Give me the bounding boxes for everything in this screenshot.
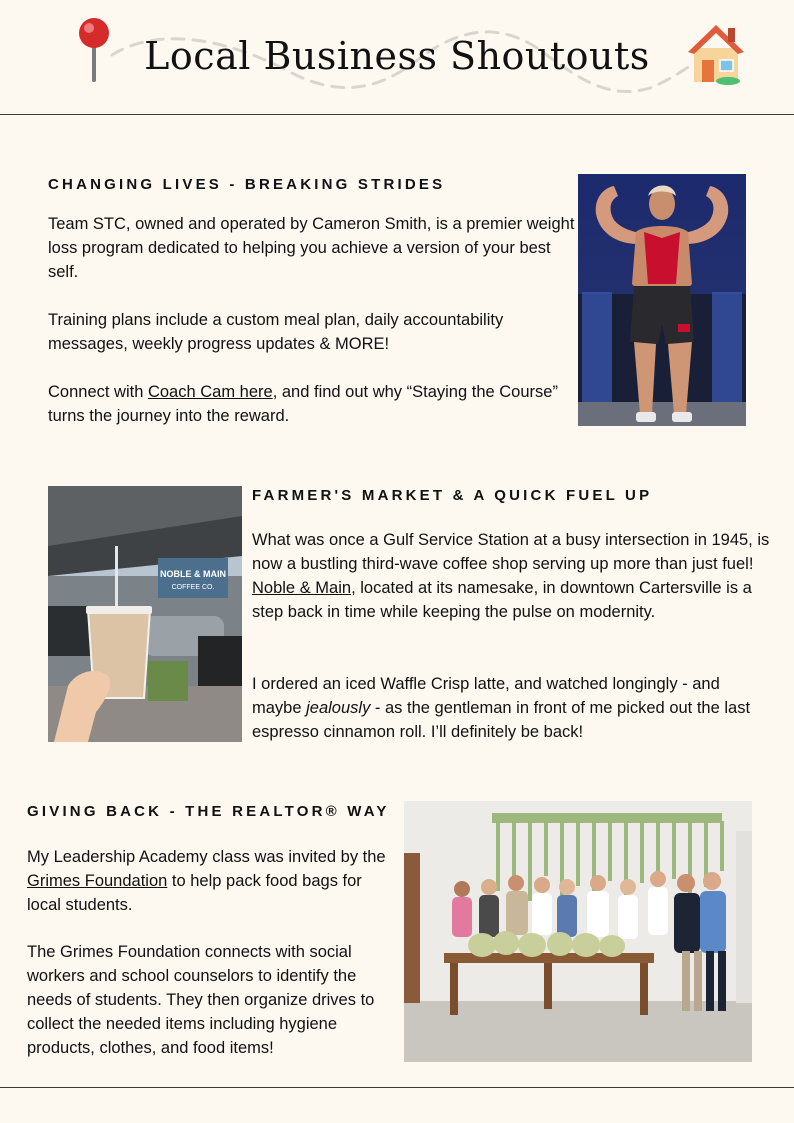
coach-cam-link[interactable]: Coach Cam here xyxy=(147,383,273,401)
grimes-foundation-link[interactable]: Grimes Foundation xyxy=(27,872,168,890)
history-suffix: , located at its namesake, in downtown Cartersville is a step back in time while keeping the pulse on modernity. xyxy=(252,579,752,621)
bodybuilder-back-flex-photo xyxy=(578,174,746,426)
team-stc-intro: Team STC, owned and operated by Cameron Smith, is a premier weight loss program dedicated to helping you achieve a version of your best self. xyxy=(48,215,575,281)
header-divider xyxy=(0,114,794,115)
latte-suffix: - as the gentleman in front of me picked out the last espresso cinnamon roll. I’ll definitely be back! xyxy=(252,699,751,741)
history-prefix: What was once a Gulf Service Station at a busy intersection in 1945, is now a bustling third-wave coffee shop serving up more than just fuel! xyxy=(252,531,770,573)
noble-main-sign-subtext: COFFEE CO. xyxy=(171,584,215,591)
leadership-academy-text xyxy=(27,845,399,917)
volunteer-group-photo xyxy=(404,801,752,1062)
section-heading-giving-back: GIVING BACK - THE REALTOR® WAY xyxy=(27,803,390,820)
connect-suffix: , and find out why “Staying the Course” turns the journey into the reward. xyxy=(48,383,558,425)
latte-order-text xyxy=(252,672,772,744)
page-header xyxy=(0,0,794,115)
noble-main-sign-text: NOBLE & MAIN xyxy=(160,569,226,579)
connect-text xyxy=(48,380,576,428)
section-heading-farmers-market: FARMER'S MARKET & A QUICK FUEL UP xyxy=(252,487,653,504)
academy-suffix: to help pack food bags for local students. xyxy=(27,872,362,914)
latte-prefix: I ordered an iced Waffle Crisp latte, and watched longingly - and maybe xyxy=(252,675,720,717)
academy-prefix: My Leadership Academy class was invited by the xyxy=(27,848,386,866)
training-plans-text: Training plans include a custom meal plan, daily accountability messages, weekly progress updates & MORE! xyxy=(48,311,504,353)
page-title: Local Business Shoutouts xyxy=(144,34,650,78)
iced-latte-photo xyxy=(48,486,242,742)
noble-main-link[interactable]: Noble & Main xyxy=(252,579,352,597)
noble-main-history-text xyxy=(252,528,772,624)
jealously-emphasis: jealously xyxy=(306,699,371,717)
grimes-foundation-text: The Grimes Foundation connects with social workers and school counselors to identify the needs of students. They then organize drives to collect the needed items including hygiene products, clothes, and food items! xyxy=(27,943,375,1057)
section-heading-changing-lives: CHANGING LIVES - BREAKING STRIDES xyxy=(48,176,446,193)
connect-prefix: Connect with xyxy=(48,383,148,401)
footer-divider xyxy=(0,1087,794,1088)
